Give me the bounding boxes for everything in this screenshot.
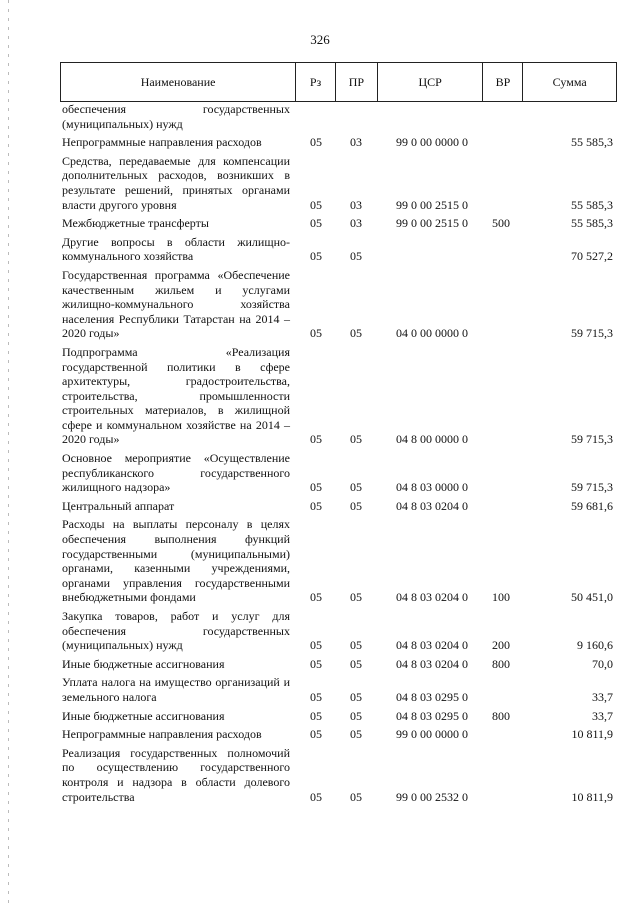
row-name: Иные бюджетные ассигнования <box>62 656 225 671</box>
row-pr: 05 <box>350 326 362 341</box>
row-rz: 05 <box>310 708 322 723</box>
row-sum: 59 681,6 <box>571 498 613 513</box>
row-csr: 04 8 03 0295 0 <box>396 708 468 723</box>
row-rz: 05 <box>310 638 322 653</box>
row-vr: 800 <box>492 708 510 723</box>
row-rz: 05 <box>310 789 322 804</box>
row-pr: 05 <box>350 656 362 671</box>
row-rz: 05 <box>310 432 322 447</box>
row-pr: 05 <box>350 498 362 513</box>
table-row <box>60 345 617 447</box>
row-pr: 05 <box>350 708 362 723</box>
binding-margin-line <box>8 0 9 905</box>
row-vr <box>484 135 524 150</box>
row-sum: 10 811,9 <box>571 727 613 742</box>
row-name: Подпрограмма «Реализация государственной политики в сфере архитектуры, градостроительства, строительства, промышленности строительных материалов, в жилищной сфере и коммунальном хозяйстве на 2014 – 2020 годы» <box>62 344 290 447</box>
row-name: Центральный аппарат <box>62 498 175 513</box>
row-sum: 55 585,3 <box>571 216 613 231</box>
table-row <box>60 657 617 672</box>
table-row <box>60 451 617 495</box>
row-vr <box>484 102 524 131</box>
row-name: Непрограммные направления расходов <box>62 727 262 742</box>
row-pr: 05 <box>350 480 362 495</box>
header-sum: Сумма <box>552 74 587 89</box>
row-sum: 33,7 <box>592 689 613 704</box>
row-vr <box>484 727 524 742</box>
row-csr: 99 0 00 2532 0 <box>396 789 468 804</box>
header-pr: ПР <box>336 63 378 101</box>
row-name: Основное мероприятие «Осуществление республиканского государственного жилищного надзора» <box>62 451 290 495</box>
row-vr <box>484 268 524 341</box>
row-rz: 05 <box>310 249 322 264</box>
table-row <box>60 709 617 724</box>
row-pr: 05 <box>350 432 362 447</box>
row-sum: 33,7 <box>592 708 613 723</box>
header-rz: Рз <box>296 63 336 101</box>
table-row <box>60 268 617 341</box>
table-row <box>60 609 617 653</box>
row-name: Иные бюджетные ассигнования <box>62 708 225 723</box>
row-csr <box>378 102 484 131</box>
table-row <box>60 235 617 264</box>
row-csr: 99 0 00 2515 0 <box>396 197 468 212</box>
row-pr: 05 <box>350 638 362 653</box>
row-rz <box>296 102 336 131</box>
row-pr: 05 <box>350 789 362 804</box>
row-name: Межбюджетные трансферты <box>62 216 209 231</box>
row-rz: 05 <box>310 197 322 212</box>
row-csr: 04 8 03 0204 0 <box>396 656 468 671</box>
table-header <box>60 62 617 102</box>
row-pr: 05 <box>350 249 362 264</box>
table-row <box>60 102 617 131</box>
table-row <box>60 135 617 150</box>
row-sum: 55 585,3 <box>571 197 613 212</box>
row-pr <box>336 102 378 131</box>
row-sum: 50 451,0 <box>571 590 613 605</box>
row-sum: 59 715,3 <box>571 326 613 341</box>
row-name: Расходы на выплаты персоналу в целях обеспечения выполнения функций государственными (муниципальными) органами, казенными учреждениями, органами управления государственными внебюджетными фондами <box>62 517 290 605</box>
row-rz: 05 <box>310 498 322 513</box>
row-pr: 03 <box>350 135 362 150</box>
row-vr <box>484 154 524 212</box>
row-rz: 05 <box>310 216 322 231</box>
row-rz: 05 <box>310 590 322 605</box>
row-csr: 99 0 00 2515 0 <box>396 216 468 231</box>
row-pr: 05 <box>350 689 362 704</box>
row-name: обеспечения государственных (муниципальных) нужд <box>62 102 290 131</box>
row-name: Другие вопросы в области жилищно-коммунального хозяйства <box>62 234 290 264</box>
table-row <box>60 727 617 742</box>
row-csr: 04 8 03 0000 0 <box>396 480 468 495</box>
row-csr: 04 8 00 0000 0 <box>396 432 468 447</box>
row-sum: 70 527,2 <box>571 249 613 264</box>
row-name: Уплата налога на имущество организаций и земельного налога <box>62 675 290 704</box>
row-rz: 05 <box>310 135 322 150</box>
row-vr <box>484 499 524 514</box>
row-csr: 99 0 00 0000 0 <box>396 727 468 742</box>
row-rz: 05 <box>310 689 322 704</box>
table-row <box>60 499 617 514</box>
page-number: 326 <box>310 32 330 47</box>
row-pr: 03 <box>350 197 362 212</box>
row-vr: 200 <box>492 638 510 653</box>
row-rz: 05 <box>310 656 322 671</box>
row-csr <box>378 235 484 264</box>
row-name: Средства, передаваемые для компенсации дополнительных расходов, возникших в результате решений, принятых органами власти другого уровня <box>62 153 290 212</box>
row-vr <box>484 345 524 447</box>
row-vr <box>484 675 524 704</box>
table-row <box>60 154 617 212</box>
row-csr: 04 8 03 0204 0 <box>396 638 468 653</box>
row-csr: 99 0 00 0000 0 <box>396 135 468 150</box>
row-vr <box>484 746 524 804</box>
row-name: Непрограммные направления расходов <box>62 135 262 150</box>
table-row <box>60 746 617 804</box>
row-rz: 05 <box>310 727 322 742</box>
table-row <box>60 675 617 704</box>
header-name: Наименование <box>61 63 296 101</box>
header-csr: ЦСР <box>378 63 484 101</box>
row-sum <box>524 102 617 131</box>
row-sum: 59 715,3 <box>571 480 613 495</box>
table-body <box>60 102 617 804</box>
row-csr: 04 8 03 0204 0 <box>396 498 468 513</box>
row-csr: 04 8 03 0204 0 <box>396 590 468 605</box>
row-pr: 05 <box>350 727 362 742</box>
row-sum: 59 715,3 <box>571 432 613 447</box>
row-name: Реализация государственных полномочий по осуществлению государственного контроля и надзора в области долевого строительства <box>62 745 290 804</box>
row-sum: 9 160,6 <box>577 638 613 653</box>
row-sum: 70,0 <box>592 656 613 671</box>
row-rz: 05 <box>310 480 322 495</box>
row-vr <box>484 451 524 495</box>
row-pr: 05 <box>350 590 362 605</box>
row-vr: 100 <box>492 590 510 605</box>
row-vr <box>484 235 524 264</box>
row-name: Государственная программа «Обеспечение качественным жильем и услугами жилищно-коммунального хозяйства населения Республики Татарстан на 2014 – 2020 годы» <box>62 267 290 341</box>
row-vr: 800 <box>492 656 510 671</box>
row-vr: 500 <box>492 216 510 231</box>
row-csr: 04 0 00 0000 0 <box>396 326 468 341</box>
row-pr: 03 <box>350 216 362 231</box>
row-csr: 04 8 03 0295 0 <box>396 689 468 704</box>
row-sum: 10 811,9 <box>571 789 613 804</box>
row-name: Закупка товаров, работ и услуг для обеспечения государственных (муниципальных) нужд <box>62 609 290 653</box>
table-row <box>60 216 617 231</box>
table-row <box>60 517 617 605</box>
row-sum: 55 585,3 <box>571 135 613 150</box>
header-vr: ВР <box>483 63 523 101</box>
row-rz: 05 <box>310 326 322 341</box>
